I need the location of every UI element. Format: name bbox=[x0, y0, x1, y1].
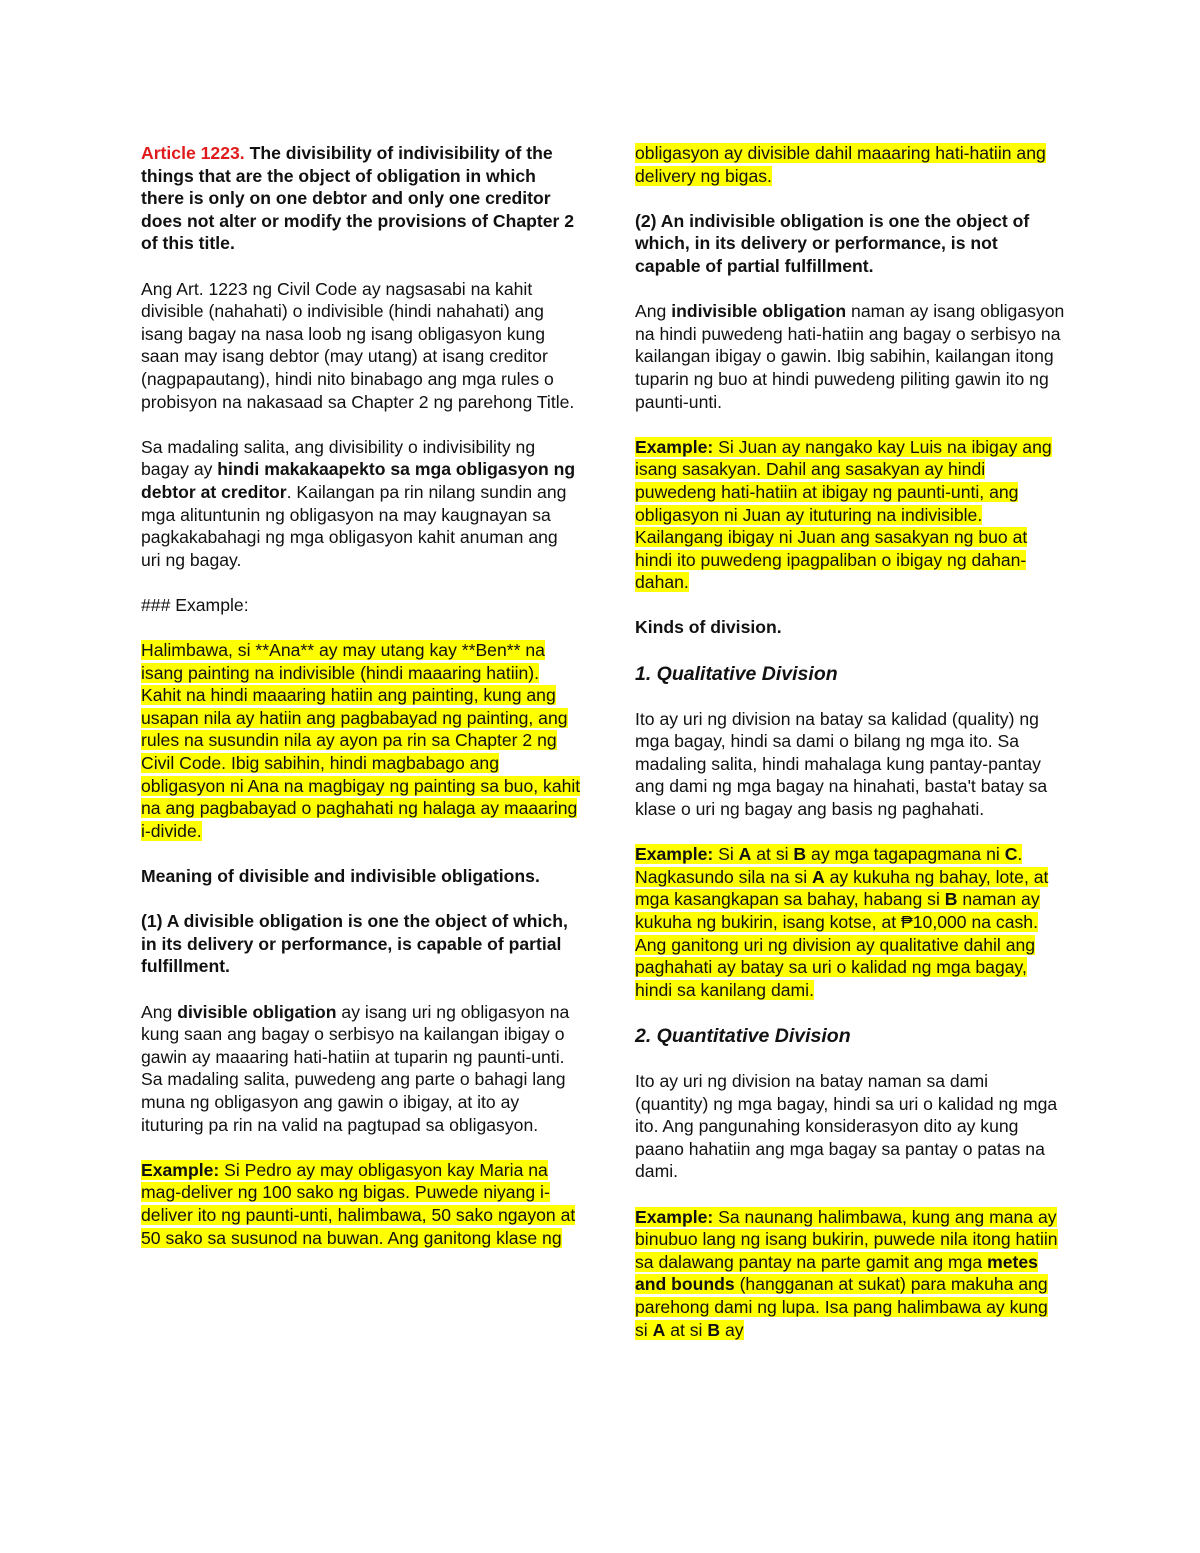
divisible-example-text: Si Pedro ay may obligasyon kay Maria na mag-deliver ng 100 sako ng bigas. Puwede niyang i-deliver ito ng paunti-unti, halimbawa, 50 sako ngayon at 50 sako sa susunod na buwan. Ang ganitong klase ng bbox=[141, 1159, 576, 1248]
qual-ex-a: Si bbox=[713, 844, 739, 865]
article-paragraph bbox=[141, 142, 581, 255]
quantitative-example bbox=[635, 1206, 1065, 1342]
indivisible-example-text: Si Juan ay nangako kay Luis na ibigay ang isang sasakyan. Dahil ang sasakyan ay hindi puwedeng hati-hatiin at ibigay ng paunti-unti, ang obligasyon ni Juan ay ituturing na indivisible. Kailangang ibigay ni Juan ang sasakyan ng buo at hindi ito puwedeng ipagpaliban o ibigay ng dahan-dahan. bbox=[635, 436, 1052, 593]
heir-b: B bbox=[944, 889, 958, 910]
quant-ex-bold: metes and bounds bbox=[635, 1251, 1038, 1295]
indivisible-explanation bbox=[635, 300, 1065, 413]
explanation-paragraph: Ang Art. 1223 ng Civil Code ay nagsasabi na kahit divisible (nahahati) o indivisible (hindi nahahati) ang isang bagay na nasa loob ng isang obligasyon kung saan may isang debtor (may utang) at isang creditor (nagpapautang), hindi nito binabago ang mga rules o probisyon na nakasaad sa Chapter 2 ng parehong Title. bbox=[141, 278, 575, 412]
divisible-explanation bbox=[141, 1001, 581, 1137]
divisible-definition bbox=[141, 910, 581, 978]
summary-text-a: Sa madaling salita, ang divisibility o indivisibility ng bagay ay bbox=[141, 436, 536, 480]
qual-ex-e: ay kukuha ng bahay, lote, at mga kasangkapan sa bahay, habang si bbox=[635, 866, 1049, 910]
example-heading: ### Example: bbox=[141, 594, 249, 615]
example-label: Example: bbox=[635, 1206, 714, 1227]
indivisible-example-highlight bbox=[635, 437, 1052, 593]
indivisible-expl-a: Ang bbox=[635, 301, 672, 322]
meaning-heading bbox=[141, 865, 581, 888]
divisible-definition-text: (1) A divisible obligation is one the object of which, in its delivery or performance, is capable of partial fulfillment. bbox=[141, 911, 568, 977]
summary-bold: hindi makakaapekto sa mga obligasyon ng debtor at creditor bbox=[141, 459, 576, 502]
summary-text-b: . Kailangan pa rin nilang sundin ang mga alituntunin ng obligasyon na may kaugnayan sa pagkakabahagi ng mga obligasyon kahit anuman ang uri ng bagay. bbox=[141, 481, 567, 570]
quant-ex-a: Sa naunang halimbawa, kung ang mana ay binubuo lang ng isang bukirin, puwede nila itong hatiin sa dalawang pantay na parte gamit ang mga bbox=[635, 1206, 1058, 1272]
summary-paragraph bbox=[141, 436, 581, 572]
divisible-expl-a: Ang bbox=[141, 1001, 178, 1022]
example-label: Example: bbox=[635, 436, 714, 457]
heir-a: A bbox=[738, 844, 752, 865]
divisible-example bbox=[141, 1159, 581, 1249]
quantitative-heading: 2. Quantitative Division bbox=[635, 1024, 851, 1047]
qualitative-heading: 1. Qualitative Division bbox=[635, 662, 838, 685]
example-label: Example: bbox=[141, 1159, 220, 1180]
divisible-expl-bold: divisible obligation bbox=[177, 1001, 337, 1022]
qualitative-explanation: Ito ay uri ng division na batay sa kalidad (quality) ng mga bagay, hindi sa dami o bilang ng mga ito. Sa madaling salita, hindi mahalaga kung pantay-pantay ang dami ng mga bagay na hinahati, basta't batay sa klase o uri ng bagay ang basis ng paghahati. bbox=[635, 708, 1048, 820]
kinds-heading bbox=[635, 616, 1065, 639]
example-label: Example: bbox=[635, 844, 714, 865]
indivisible-example bbox=[635, 436, 1065, 594]
quant-ex-d: ay bbox=[720, 1319, 744, 1340]
right-column bbox=[635, 142, 1065, 1341]
indivisible-definition-text: (2) An indivisible obligation is one the object of which, in its delivery or performance, is not capable of partial fulfillment. bbox=[635, 210, 1030, 276]
quantitative-explanation: Ito ay uri ng division na batay naman sa dami (quantity) ng mga bagay, hindi sa uri o kalidad ng mga ito. Ang pangunahing konsiderasyon dito ay kung paano hahatiin ang mga bagay sa pantay o patas na dami. bbox=[635, 1070, 1058, 1182]
article-text: The divisibility of indivisibility of the things that are the object of obligation in which there is only on one debtor and only one creditor does not alter or modify the provisions of Chapter 2 of this title. bbox=[141, 143, 575, 254]
qual-ex-b: at si bbox=[751, 844, 794, 865]
qual-ex-f: naman ay kukuha ng bukirin, isang kotse, at ₱10,000 na cash. Ang ganitong uri ng division ay qualitative dahil ang paghahati ay batay sa uri o kalidad ng mga bagay, hindi sa kanilang dami. bbox=[635, 889, 1040, 1000]
quant-ex-c: at si bbox=[665, 1319, 708, 1340]
example-highlight: Halimbawa, si **Ana** ay may utang kay **Ben** na isang painting na indivisible (hindi maaaring hatiin). Kahit na hindi maaaring hatiin ang painting, kung ang usapan nila ay hatiin ang pagbabayad ng painting, ang rules na susundin nila ay ayon pa rin sa Chapter 2 ng Civil Code. Ibig sabihin, hindi magbabago ang obligasyon ni Ana na magbigay ng painting sa buo, kahit na ang pagbabayad o paghahati ng halaga ay maaaring i-divide. bbox=[141, 640, 581, 841]
continued-example-highlight: obligasyon ay divisible dahil maaaring hati-hatiin ang delivery ng bigas. bbox=[635, 143, 1046, 186]
qualitative-example bbox=[635, 843, 1065, 1001]
divisible-example-highlight bbox=[141, 1160, 575, 1248]
continued-example bbox=[635, 142, 1065, 187]
divisible-expl-b: ay isang uri ng obligasyon na kung saan ang bagay o serbisyo na kailangan ibigay o gawin ay maaaring hati-hatiin at tuparin ng paunti-unti. Sa madaling salita, puwedeng ang parte o bahagi lang muna ng obligasyon ang gawin o ibigay, at ito ay ituturing pa rin na valid na pagtupad sa obligasyon. bbox=[141, 1001, 570, 1135]
quant-ex-b: (hangganan at sukat) para makuha ang parehong dami ng lupa. Isa pang halimbawa ay kung si bbox=[635, 1274, 1048, 1340]
qual-ex-d: . Nagkasundo sila na si bbox=[635, 844, 1023, 887]
indivisible-expl-bold: indivisible obligation bbox=[671, 301, 847, 322]
meaning-heading-text: Meaning of divisible and indivisible obligations. bbox=[141, 866, 540, 886]
indivisible-expl-b: naman ay isang obligasyon na hindi puwedeng hati-hatiin ang bagay o serbisyo na kailangan ibigay o gawin. Ibig sabihin, kailangan itong tuparin ng buo at hindi puwedeng piliting gawin ito ng paunti-unti. bbox=[635, 301, 1065, 412]
qualitative-example-highlight bbox=[635, 844, 1048, 1000]
kinds-heading-text: Kinds of division. bbox=[635, 617, 782, 638]
qual-ex-c: ay mga tagapagmana ni bbox=[806, 844, 1005, 865]
decedent-c: C bbox=[1004, 844, 1018, 865]
example-paragraph bbox=[141, 639, 581, 842]
indivisible-definition bbox=[635, 210, 1065, 278]
heir-a: A bbox=[812, 866, 825, 887]
left-column bbox=[141, 142, 581, 1249]
quantitative-example-highlight bbox=[635, 1207, 1058, 1340]
article-label: Article 1223. bbox=[141, 143, 245, 163]
heir-a: A bbox=[652, 1319, 666, 1340]
heir-b: B bbox=[793, 844, 807, 865]
heir-b: B bbox=[707, 1319, 721, 1340]
